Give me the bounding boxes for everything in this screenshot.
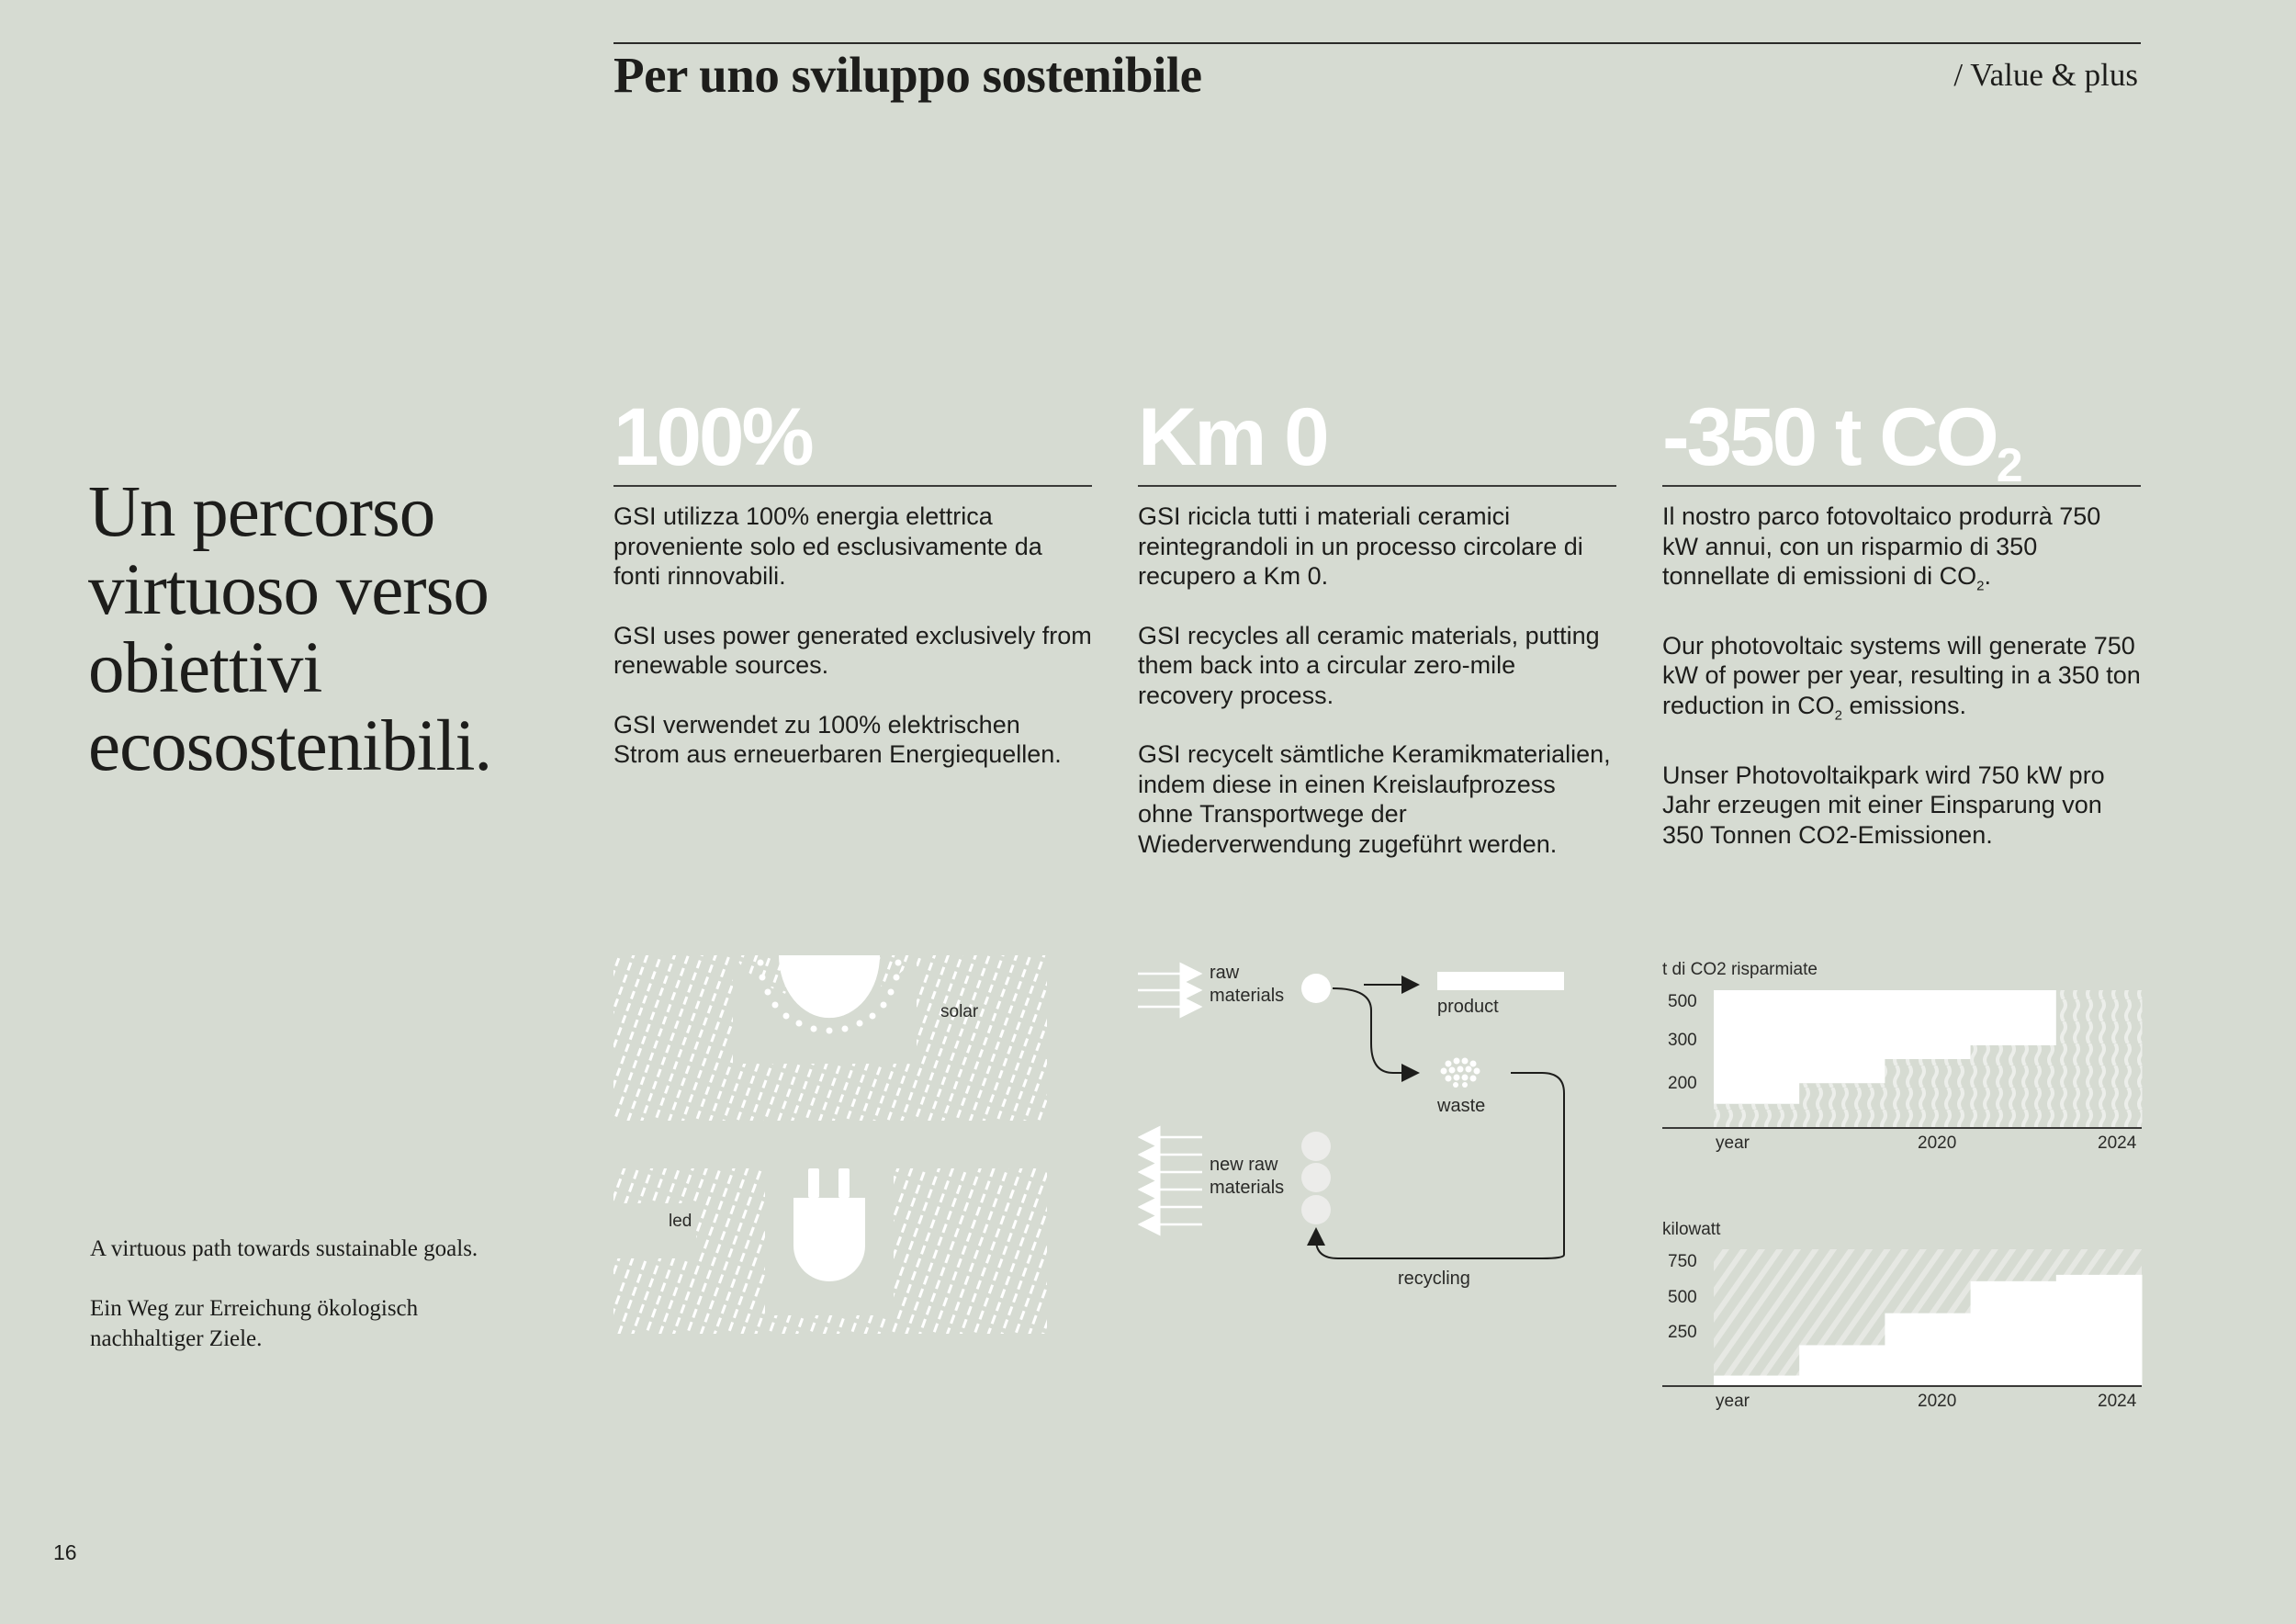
- stat-column-km0: [1138, 390, 1616, 859]
- new-raw-materials-label: [1210, 1155, 1284, 1198]
- intro-heading-line: Un percorso: [88, 472, 435, 552]
- stat-rule: [613, 485, 1092, 487]
- intro-heading-line: virtuoso verso: [88, 550, 489, 630]
- stat-value: [1662, 390, 2141, 492]
- raw-materials-arrows: [1138, 974, 1200, 1007]
- y-tick-label: 500: [1668, 1288, 1697, 1307]
- text-subscript: 2: [1976, 578, 1985, 594]
- raw-materials-label: [1210, 963, 1284, 1006]
- stat-value: Km 0: [1138, 390, 1327, 482]
- new-material-nodes: [1301, 1132, 1331, 1224]
- section-label: / Value & plus: [1953, 57, 2138, 93]
- page-title: Per uno sviluppo sostenibile: [613, 47, 1202, 103]
- stat-value-main: -350 t CO: [1662, 390, 1997, 482]
- recycling-diagram: [1138, 955, 1579, 1295]
- stat-text-en: GSI recycles all ceramic materials, putting them back into a circular zero-mile recovery process.: [1138, 621, 1600, 709]
- stat-text-it: [1662, 502, 2141, 602]
- intro-heading-line: obiettivi: [88, 628, 322, 708]
- text-part: emissions.: [1841, 691, 1966, 719]
- stat-text-de: GSI verwendet zu 100% elektrischen Strom aus erneuerbaren Energiequellen.: [613, 710, 1062, 768]
- energy-graphic: [613, 955, 1047, 1334]
- recycling-label: recycling: [1398, 1269, 1470, 1289]
- new-raw-materials-line: new raw: [1210, 1155, 1278, 1175]
- intro-subtitle-de-line: nachhaltiger Ziele.: [90, 1326, 263, 1351]
- solar-label: solar: [940, 1002, 979, 1021]
- chart-title: t di CO2 risparmiate: [1662, 960, 1818, 979]
- stat-text-de: Unser Photovoltaikpark wird 750 kW pro Jahr erzeugen mit einer Einsparung von 350 Tonnen CO2-Emissionen.: [1662, 761, 2105, 849]
- y-tick-label: 200: [1668, 1074, 1697, 1093]
- text-part: Our photovoltaic systems will generate 750 kW of power per year, resulting in a 350 ton reduction in CO: [1662, 631, 2141, 719]
- x-tick-label: 2024: [2098, 1133, 2137, 1153]
- chart-step: [1799, 1345, 1885, 1385]
- text-part: .: [1984, 562, 1992, 590]
- to-waste-arrow: [1333, 988, 1418, 1073]
- text-subscript: 2: [1834, 707, 1842, 724]
- chart-step: [2056, 1275, 2143, 1385]
- chart-step: [1885, 1314, 1971, 1385]
- chart-step-pattern: [1885, 1059, 1971, 1128]
- stat-text-en: GSI uses power generated exclusively from renewable sources.: [613, 621, 1092, 679]
- led-label: led: [669, 1212, 692, 1231]
- stat-column-co2: [1662, 390, 2141, 850]
- stat-text-de: GSI recycelt sämtliche Keramikmaterialien, indem diese in einen Kreislaufprozess ohne Transportwege der Wiederverwendung zugeführt werden.: [1138, 740, 1611, 858]
- intro-subtitle-de-line: Ein Weg zur Erreichung ökologisch: [90, 1296, 419, 1321]
- intro-subtitle-de: [90, 1293, 568, 1354]
- y-tick-label: 500: [1668, 992, 1697, 1011]
- stat-rule: [1138, 485, 1616, 487]
- kilowatt-chart: [1659, 1212, 2145, 1415]
- stat-text-it: GSI ricicla tutti i materiali ceramici reintegrandoli in un processo circolare di recupero a Km 0.: [1138, 502, 1583, 590]
- page-number: 16: [53, 1540, 77, 1564]
- chart-step-pattern: [1799, 1083, 1885, 1128]
- chart-plot: [1714, 1249, 2143, 1385]
- raw-materials-line: materials: [1210, 986, 1285, 1006]
- x-tick-label: year: [1716, 1133, 1750, 1153]
- chart-step-pattern: [1714, 1104, 1800, 1128]
- intro-heading: [88, 473, 566, 785]
- new-raw-materials-line: materials: [1210, 1178, 1285, 1198]
- waste-label: waste: [1437, 1096, 1486, 1116]
- text-part: Il nostro parco fotovoltaico produrrà 750 kW annui, con un risparmio di 350 tonnellate di emissioni di CO: [1662, 502, 2101, 590]
- chart-step: [1971, 1281, 2057, 1385]
- intro-heading-line: ecosostenibili.: [88, 706, 492, 786]
- x-tick-label: 2020: [1918, 1392, 1957, 1411]
- chart-plot: [1714, 990, 2143, 1128]
- stat-text-it: GSI utilizza 100% energia elettrica proveniente solo ed esclusivamente da fonti rinnovabili.: [613, 502, 1042, 590]
- chart-step-pattern: [2056, 990, 2143, 1128]
- new-raw-materials-arrows: [1140, 1137, 1202, 1224]
- product-bar: [1437, 972, 1564, 990]
- y-tick-label: 750: [1668, 1252, 1697, 1271]
- stat-value: 100%: [613, 390, 812, 482]
- chart-step: [1714, 1376, 1800, 1385]
- chart-step-pattern: [1971, 1045, 2057, 1128]
- header-rule: [613, 42, 2141, 44]
- stat-rule: [1662, 485, 2141, 487]
- stat-column-energy: [613, 390, 1092, 770]
- x-tick-label: 2024: [2098, 1392, 2137, 1411]
- raw-materials-line: raw: [1210, 963, 1240, 983]
- waste-icon: [1441, 1058, 1480, 1088]
- y-tick-label: 250: [1668, 1323, 1697, 1342]
- raw-material-node: [1301, 974, 1331, 1003]
- chart-title: kilowatt: [1662, 1220, 1721, 1239]
- stat-text-en: [1662, 631, 2141, 731]
- intro-subtitle-en: A virtuous path towards sustainable goals.: [90, 1236, 478, 1261]
- y-tick-label: 300: [1668, 1031, 1697, 1050]
- product-label: product: [1437, 997, 1499, 1017]
- x-tick-label: 2020: [1918, 1133, 1957, 1153]
- co2-chart: [1659, 955, 2145, 1157]
- stat-value-subscript: 2: [1996, 439, 2023, 492]
- x-tick-label: year: [1716, 1392, 1750, 1411]
